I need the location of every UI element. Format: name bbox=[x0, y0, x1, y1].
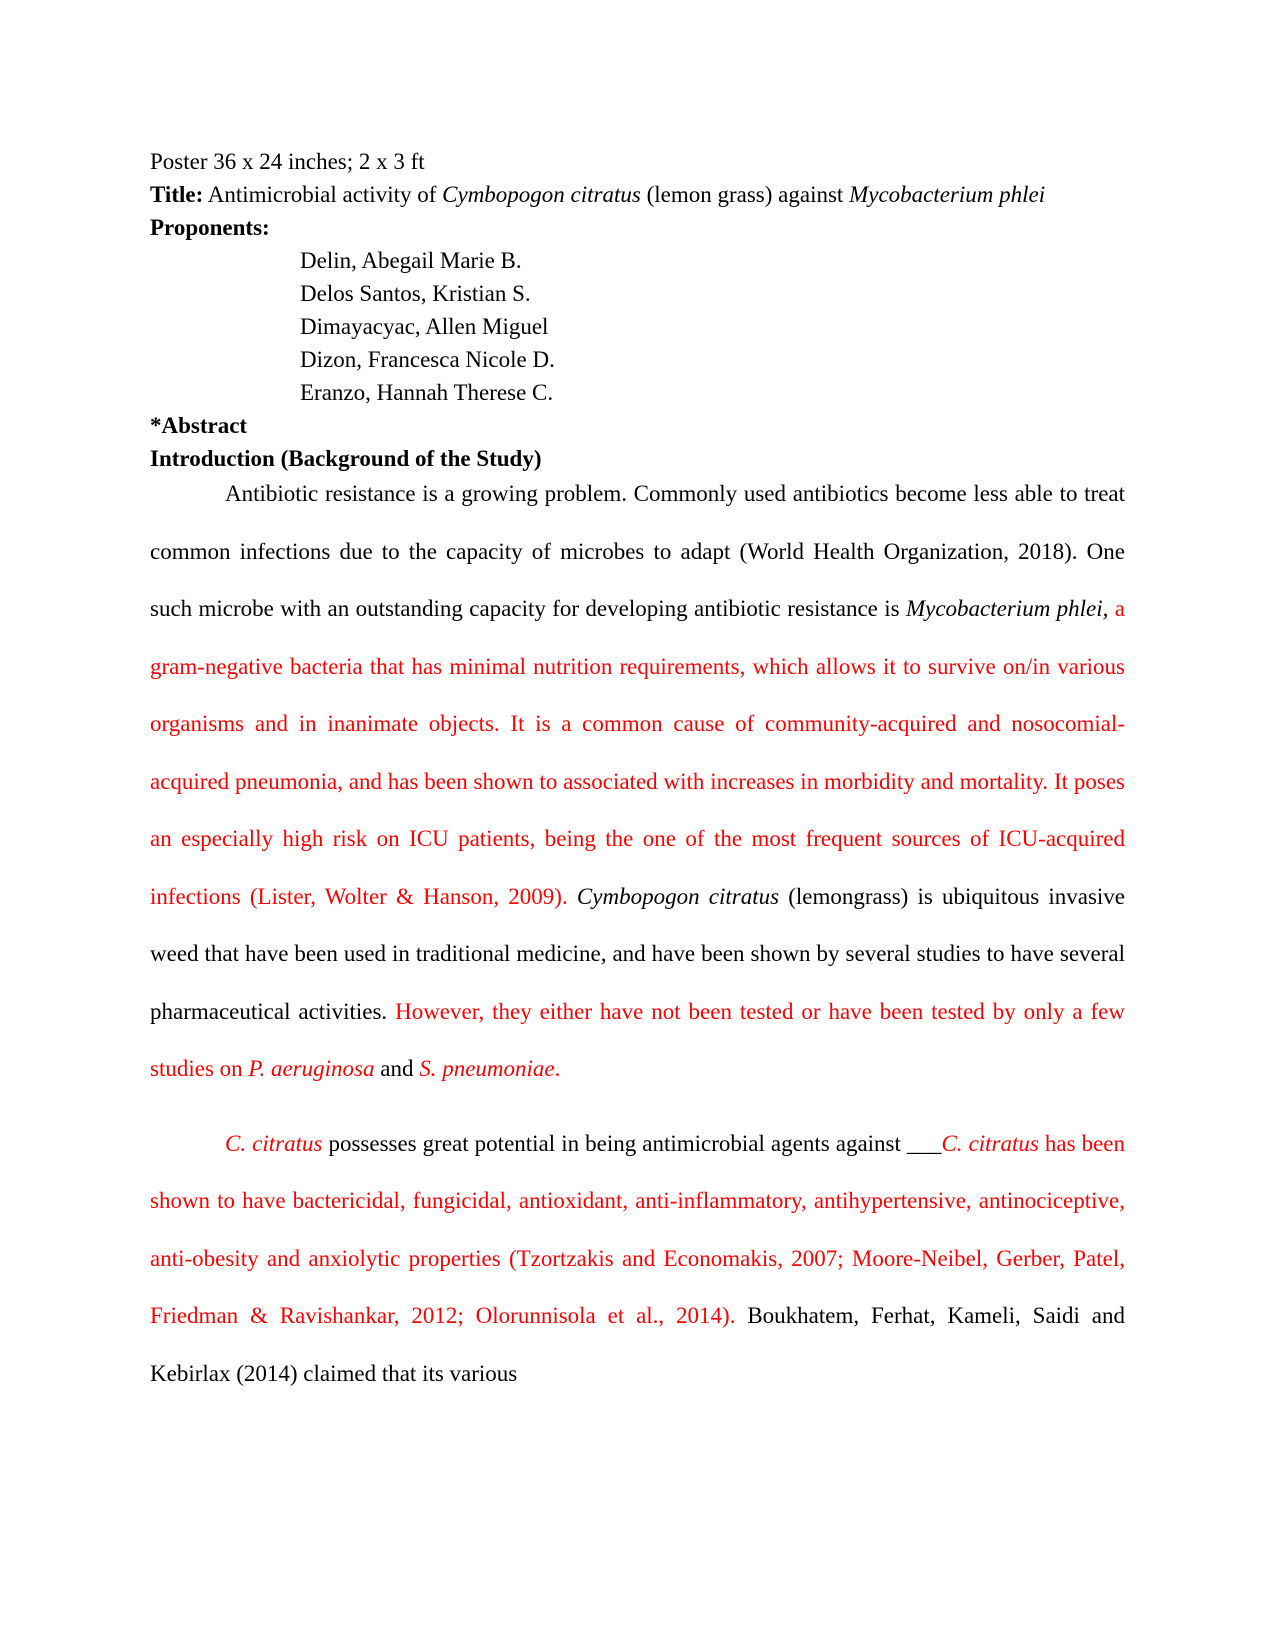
title-text-part2: (lemon grass) against bbox=[640, 182, 850, 207]
title-label: Title: bbox=[150, 182, 204, 207]
intro-paragraph-1 bbox=[150, 465, 1125, 1098]
p1-period: . bbox=[554, 1056, 561, 1081]
proponent-name: Dimayacyac, Allen Miguel bbox=[300, 314, 549, 339]
proponent-name: Delin, Abegail Marie B. bbox=[300, 248, 522, 273]
p1-text-and: and bbox=[374, 1056, 420, 1081]
document-content bbox=[150, 145, 1125, 1402]
p1-species-c-citratus: Cymbopogon citratus bbox=[576, 883, 780, 909]
p1-space bbox=[568, 884, 577, 909]
p2-text-2: Boukhatem, Ferhat, Kameli, Saidi and Kebirlax (2014) claimed that its various bbox=[150, 1303, 1126, 1386]
abstract-heading: *Abstract bbox=[150, 413, 248, 438]
proponent-name: Dizon, Francesca Nicole D. bbox=[300, 347, 555, 372]
p2-species-c-citratus-2: C. citratus bbox=[941, 1130, 1039, 1156]
p1-species-p-aeruginosa: P. aeruginosa bbox=[248, 1056, 375, 1081]
proponents-label: Proponents: bbox=[150, 215, 270, 240]
introduction-heading: Introduction (Background of the Study) bbox=[150, 446, 542, 471]
poster-size-line: Poster 36 x 24 inches; 2 x 3 ft bbox=[150, 149, 425, 174]
p2-text-1: possesses great potential in being antimicrobial agents against ___ bbox=[322, 1130, 942, 1156]
p1-species-s-pneumoniae: S. pneumoniae bbox=[419, 1056, 555, 1081]
p1-highlight-1: a gram-negative bacteria that has minimal nutrition requirements, which allows it to survive on/in various organisms and in inanimate objects. It is a common cause of community-acquired and nosocomial-acquired pneumonia, and has been shown to associated with increases in morbidity and mortality. It poses an especially high risk on ICU patients, being the one of the most frequent sources of ICU-acquired infections (Lister, Wolter & Hanson, 2009). bbox=[150, 596, 1125, 909]
p2-highlight-properties: has been shown to have bactericidal, fungicidal, antioxidant, anti-inflammatory, antihypertensive, antinociceptive, anti-obesity and anxiolytic properties (Tzortzakis and Economakis, 2007; Moore-Neibel, Gerber, Patel, Friedman & Ravishankar, 2012; Olorunnisola et al., 2014). bbox=[150, 1130, 1126, 1328]
proponent-name: Delos Santos, Kristian S. bbox=[300, 281, 531, 306]
p1-text-2: (lemongrass) is ubiquitous invasive weed that have been used in traditional medicine, and have been shown by several studies to have several pharmaceutical activities. bbox=[150, 883, 1125, 1024]
p2-species-c-citratus-1: C. citratus bbox=[225, 1130, 323, 1156]
title-text-part1: Antimicrobial activity of bbox=[203, 182, 443, 207]
title-species-2: Mycobacterium phlei bbox=[849, 182, 1046, 207]
p1-highlight-2: However, they either have not been tested or have been tested by only a few studies on bbox=[150, 998, 1126, 1081]
proponent-name: Eranzo, Hannah Therese C. bbox=[300, 380, 554, 405]
intro-paragraph-2 bbox=[150, 1115, 1125, 1403]
p1-species-m-phlei: Mycobacterium phlei, bbox=[905, 596, 1109, 621]
title-line bbox=[150, 178, 1125, 211]
title-species-1: Cymbopogon citratus bbox=[442, 182, 641, 207]
p1-text-1: Antibiotic resistance is a growing problem. Commonly used antibiotics become less able to treat common infections due to the capacity of microbes to adapt (World Health Organization, 2018). One such microbe with an outstanding capacity for developing antibiotic resistance is bbox=[150, 481, 1125, 621]
proponents-list bbox=[150, 244, 1125, 409]
